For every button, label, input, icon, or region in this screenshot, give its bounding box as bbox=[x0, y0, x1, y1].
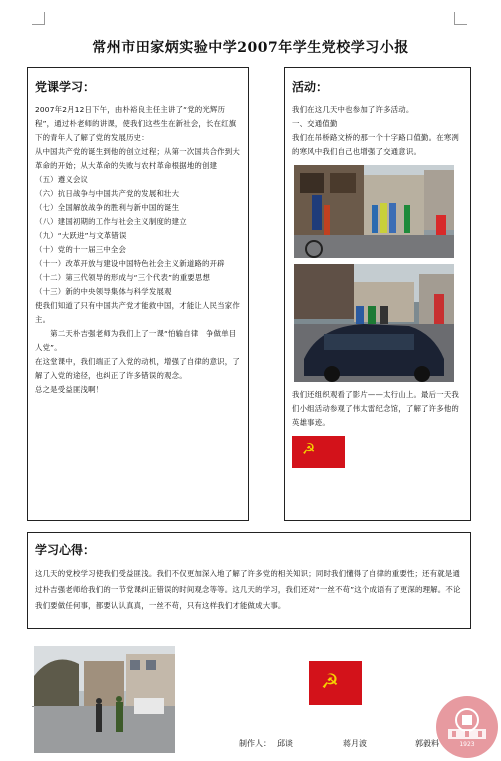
lesson-line: （六）抗日战争与中国共产党的发展和壮大 bbox=[35, 189, 180, 198]
study-reflections-section bbox=[27, 532, 471, 629]
hammer-sickle-icon: ☭ bbox=[302, 440, 316, 458]
hammer-sickle-icon: ☭ bbox=[321, 669, 339, 693]
lesson-line: （十一）改革开放与建设中国特色社会主义新道路的开辟 bbox=[35, 259, 225, 268]
party-flag-large-icon bbox=[309, 661, 362, 705]
lesson-line: 总之是受益匪浅啊！ bbox=[35, 385, 104, 394]
party-lesson-heading: 党课学习： bbox=[35, 80, 96, 94]
credit-name: 郭毅料 bbox=[415, 739, 439, 748]
page-title: 常州市田家炳实验中学2007年学生党校学习小报 bbox=[92, 40, 409, 56]
activities-heading: 活动： bbox=[292, 80, 329, 94]
street-scene-photo bbox=[34, 646, 175, 753]
activities-intro bbox=[292, 103, 464, 159]
activity-line: 我们在这几天中也参加了许多活动。 bbox=[292, 105, 414, 114]
lesson-line: （十）党的十一届三中全会 bbox=[35, 245, 127, 254]
lesson-line: （八）建国初期的工作与社会主义制度的建立 bbox=[35, 217, 187, 226]
logo-year: 1923 bbox=[459, 741, 475, 748]
crop-mark-top-left bbox=[32, 12, 45, 25]
lesson-line: 第二天朴吉强老师为我们上了一课“怕输自律 争做单目人党”。 bbox=[35, 329, 237, 352]
lesson-line: （十三）新的中央领导集体与科学发展观 bbox=[35, 287, 172, 296]
activities-outro bbox=[292, 388, 464, 430]
study-reflections-text bbox=[35, 566, 463, 614]
activity-line: 我们还组织观看了影片——太行山上。最后一天我们小组活动参观了伟太雷纪念馆，了解了许多他的英雄事迹。 bbox=[292, 390, 459, 427]
traffic-duty-photo-2 bbox=[294, 264, 454, 382]
lesson-line: 使我们知道了只有中国共产党才能救中国，才能让人民当家作主。 bbox=[35, 301, 240, 324]
lesson-line: （十二）第三代领导的形成与“三个代表”的重要思想 bbox=[35, 273, 211, 282]
school-logo bbox=[436, 696, 498, 758]
lesson-line: 在这堂课中，我们端正了入党的动机，增强了自律的意识，了解了入党的途径，也纠正了许多错误的观念。 bbox=[35, 357, 240, 380]
lesson-line: （五）遵义会议 bbox=[35, 175, 89, 184]
activity-line: 一、交通值勤 bbox=[292, 119, 338, 128]
party-lesson-section bbox=[27, 67, 249, 521]
party-lesson-text bbox=[35, 103, 241, 397]
party-flag-icon bbox=[292, 436, 345, 468]
lesson-line: 2007年2月12日下午，由朴裕良主任主讲了“党的光辉历程”，通过朴老师的讲课，使我们这些生在新社会，长在红旗下的青年人了解了党的发展历史： bbox=[35, 105, 237, 142]
traffic-duty-photo bbox=[294, 165, 454, 258]
credit-name: 邱谈 bbox=[277, 739, 293, 748]
lesson-line: 从中国共产党的诞生到他的创立过程；从第一次国共合作到大革命的开始；从大革命的失败与农村革命根据地的创建 bbox=[35, 147, 240, 170]
crop-mark-top-right bbox=[454, 12, 467, 25]
reflection-line: 这几天的党校学习使我们受益匪浅。我们不仅更加深入地了解了许多党的相关知识；同时我们懂得了自律的重要性；还有就是通过朴吉强老师给我们的一节党课纠正错误的时间观念等等。这几天的学习，我们还对“一丝不苟”这个成语有了更深的理解。不论我们要做任何事，都要认认真真，一丝不苟，只有这样我们才能做成大事。 bbox=[35, 569, 461, 610]
credit-name: 蒋月波 bbox=[343, 739, 367, 748]
activities-section bbox=[284, 67, 471, 521]
lesson-line: （七）全国解放战争的胜利与新中国的诞生 bbox=[35, 203, 180, 212]
credits-label: 制作人： bbox=[239, 739, 271, 748]
study-reflections-heading: 学习心得： bbox=[35, 543, 96, 557]
lesson-line: （九）“大跃进”与文革错误 bbox=[35, 231, 127, 240]
activity-line: 我们在吊桥路文桥的那一个十字路口值勤。在寒冽的寒风中我们自己也增强了交通意识。 bbox=[292, 133, 459, 156]
